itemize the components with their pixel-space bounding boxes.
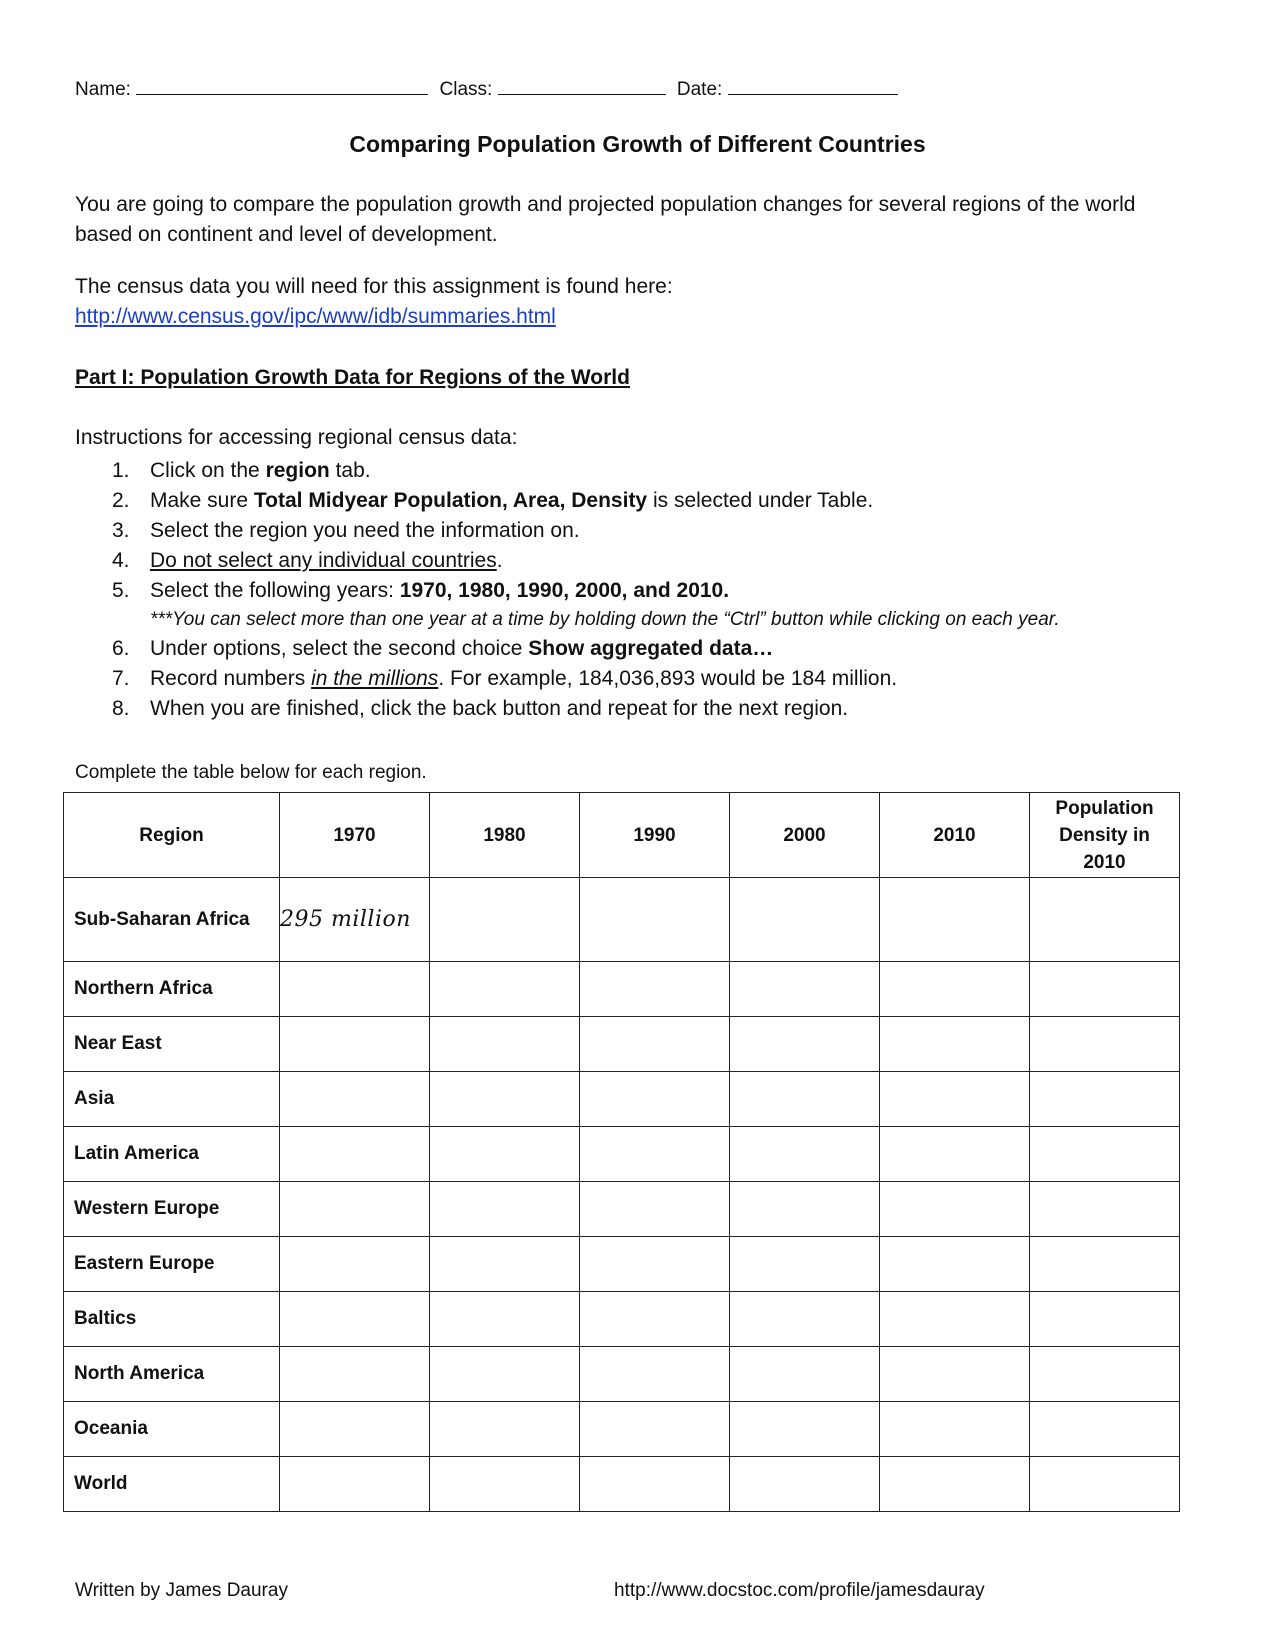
class-blank — [498, 76, 666, 95]
class-label: Class: — [439, 79, 493, 100]
population-table — [63, 792, 1180, 1512]
entry-cell[interactable] — [1030, 1127, 1180, 1182]
table-row — [64, 1072, 1180, 1127]
date-label: Date: — [676, 79, 723, 100]
entry-cell[interactable] — [1030, 1347, 1180, 1402]
entry-cell[interactable] — [880, 1127, 1030, 1182]
list-item: 3. Select the region you need the information on. — [112, 519, 580, 542]
entry-cell[interactable] — [730, 962, 880, 1017]
entry-cell[interactable] — [580, 1347, 730, 1402]
entry-cell[interactable] — [1030, 1402, 1180, 1457]
entry-cell[interactable] — [580, 1402, 730, 1457]
list-item: 1. Click on the region tab. — [112, 459, 371, 482]
entry-cell[interactable] — [280, 962, 430, 1017]
entry-cell[interactable] — [430, 962, 580, 1017]
entry-cell[interactable] — [580, 1017, 730, 1072]
entry-cell[interactable] — [580, 1237, 730, 1292]
header-2010: 2010 — [880, 793, 1030, 878]
entry-cell[interactable] — [430, 1237, 580, 1292]
entry-cell[interactable] — [280, 1182, 430, 1237]
census-paragraph — [75, 272, 1195, 332]
entry-cell[interactable] — [430, 1182, 580, 1237]
entry-cell[interactable] — [580, 962, 730, 1017]
entry-cell[interactable] — [430, 1457, 580, 1512]
name-blank — [136, 76, 428, 95]
region-cell: Eastern Europe — [64, 1237, 280, 1292]
region-cell: Western Europe — [64, 1182, 280, 1237]
region-cell: World — [64, 1457, 280, 1512]
entry-cell[interactable] — [1030, 1237, 1180, 1292]
entry-cell[interactable] — [580, 1127, 730, 1182]
entry-cell[interactable] — [580, 878, 730, 962]
entry-cell[interactable] — [280, 1127, 430, 1182]
intro-paragraph: You are going to compare the population growth and projected population changes for several regions of the world based on continent and level of development. — [75, 193, 1136, 246]
entry-cell[interactable] — [430, 1072, 580, 1127]
entry-cell[interactable] — [880, 878, 1030, 962]
entry-cell[interactable] — [880, 1347, 1030, 1402]
entry-cell[interactable] — [730, 1292, 880, 1347]
entry-cell[interactable] — [580, 1072, 730, 1127]
entry-cell[interactable] — [880, 962, 1030, 1017]
header-1980: 1980 — [430, 793, 580, 878]
date-blank — [728, 76, 898, 95]
ctrl-tip-note: ***You can select more than one year at a time by holding down the “Ctrl” button while clicking on each year. — [150, 609, 1060, 630]
list-item: 4. Do not select any individual countries. — [112, 549, 503, 572]
entry-cell[interactable] — [730, 1402, 880, 1457]
entry-cell[interactable] — [880, 1237, 1030, 1292]
header-1990: 1990 — [580, 793, 730, 878]
list-item: 5. Select the following years: 1970, 1980, 1990, 2000, and 2010. — [112, 579, 730, 602]
table-row — [64, 878, 1180, 962]
region-cell: Latin America — [64, 1127, 280, 1182]
table-row — [64, 1457, 1180, 1512]
entry-cell[interactable] — [1030, 962, 1180, 1017]
entry-cell[interactable] — [1030, 1457, 1180, 1512]
list-item: 6. Under options, select the second choice Show aggregated data… — [112, 637, 774, 660]
entry-cell[interactable] — [880, 1402, 1030, 1457]
entry-cell[interactable] — [730, 1347, 880, 1402]
entry-cell[interactable] — [880, 1182, 1030, 1237]
footer-url: http://www.docstoc.com/profile/jamesdauray — [614, 1580, 985, 1601]
table-row — [64, 1017, 1180, 1072]
entry-cell[interactable] — [1030, 1072, 1180, 1127]
entry-cell[interactable] — [880, 1017, 1030, 1072]
entry-cell[interactable] — [880, 1292, 1030, 1347]
header-1970: 1970 — [280, 793, 430, 878]
list-item: 8. When you are finished, click the back button and repeat for the next region. — [112, 697, 849, 720]
header-2000: 2000 — [730, 793, 880, 878]
instructions-intro: Instructions for accessing regional census data: — [75, 426, 518, 449]
entry-cell[interactable] — [280, 1072, 430, 1127]
entry-cell[interactable] — [580, 1182, 730, 1237]
page-title: Comparing Population Growth of Different Countries — [349, 131, 926, 157]
region-cell: Oceania — [64, 1402, 280, 1457]
census-text: The census data you will need for this assignment is found here: — [75, 275, 673, 298]
region-cell: Near East — [64, 1017, 280, 1072]
entry-cell[interactable] — [430, 1017, 580, 1072]
entry-cell[interactable] — [730, 1182, 880, 1237]
entry-cell[interactable] — [730, 1127, 880, 1182]
entry-cell[interactable] — [430, 1127, 580, 1182]
census-link[interactable]: http://www.census.gov/ipc/www/idb/summaries.html — [75, 305, 556, 328]
table-header-row — [64, 793, 1180, 878]
list-item: 7. Record numbers in the millions. For example, 184,036,893 would be 184 million. — [112, 667, 898, 690]
name-label: Name: — [75, 79, 131, 100]
entry-cell[interactable] — [430, 1347, 580, 1402]
entry-cell[interactable] — [730, 1237, 880, 1292]
entry-cell[interactable] — [1030, 1017, 1180, 1072]
handwritten-entry[interactable]: 295 million — [280, 878, 430, 962]
entry-cell[interactable] — [280, 1292, 430, 1347]
entry-cell[interactable] — [430, 1402, 580, 1457]
entry-cell[interactable] — [280, 1237, 430, 1292]
table-row — [64, 1237, 1180, 1292]
table-row — [64, 1182, 1180, 1237]
entry-cell[interactable] — [730, 1017, 880, 1072]
entry-cell[interactable] — [1030, 1182, 1180, 1237]
footer-author: Written by James Dauray — [75, 1580, 288, 1601]
table-row — [64, 1347, 1180, 1402]
list-item: 2. Make sure Total Midyear Population, Area, Density is selected under Table. — [112, 489, 874, 512]
entry-cell[interactable] — [880, 1072, 1030, 1127]
table-row — [64, 1402, 1180, 1457]
entry-cell[interactable] — [730, 878, 880, 962]
instructions-list — [112, 456, 1060, 724]
part1-heading: Part I: Population Growth Data for Regions of the World — [75, 366, 630, 389]
region-cell: North America — [64, 1347, 280, 1402]
table-caption: Complete the table below for each region. — [75, 762, 427, 783]
entry-cell[interactable] — [580, 1457, 730, 1512]
entry-cell[interactable] — [280, 1017, 430, 1072]
entry-cell[interactable] — [280, 1457, 430, 1512]
entry-cell[interactable] — [280, 1347, 430, 1402]
header-density: Population Density in 2010 — [1030, 793, 1180, 878]
entry-cell[interactable] — [1030, 1292, 1180, 1347]
region-cell: Sub-Saharan Africa — [64, 878, 280, 962]
region-cell: Northern Africa — [64, 962, 280, 1017]
entry-cell[interactable] — [730, 1072, 880, 1127]
table-row — [64, 1127, 1180, 1182]
entry-cell[interactable] — [730, 1457, 880, 1512]
entry-cell[interactable] — [280, 1402, 430, 1457]
entry-cell[interactable] — [1030, 878, 1180, 962]
student-info-line — [75, 76, 904, 101]
entry-cell[interactable] — [580, 1292, 730, 1347]
entry-cell[interactable] — [430, 878, 580, 962]
region-cell: Baltics — [64, 1292, 280, 1347]
entry-cell[interactable] — [880, 1457, 1030, 1512]
header-region: Region — [64, 793, 280, 878]
table-row — [64, 1292, 1180, 1347]
table-row — [64, 962, 1180, 1017]
region-cell: Asia — [64, 1072, 280, 1127]
entry-cell[interactable] — [430, 1292, 580, 1347]
